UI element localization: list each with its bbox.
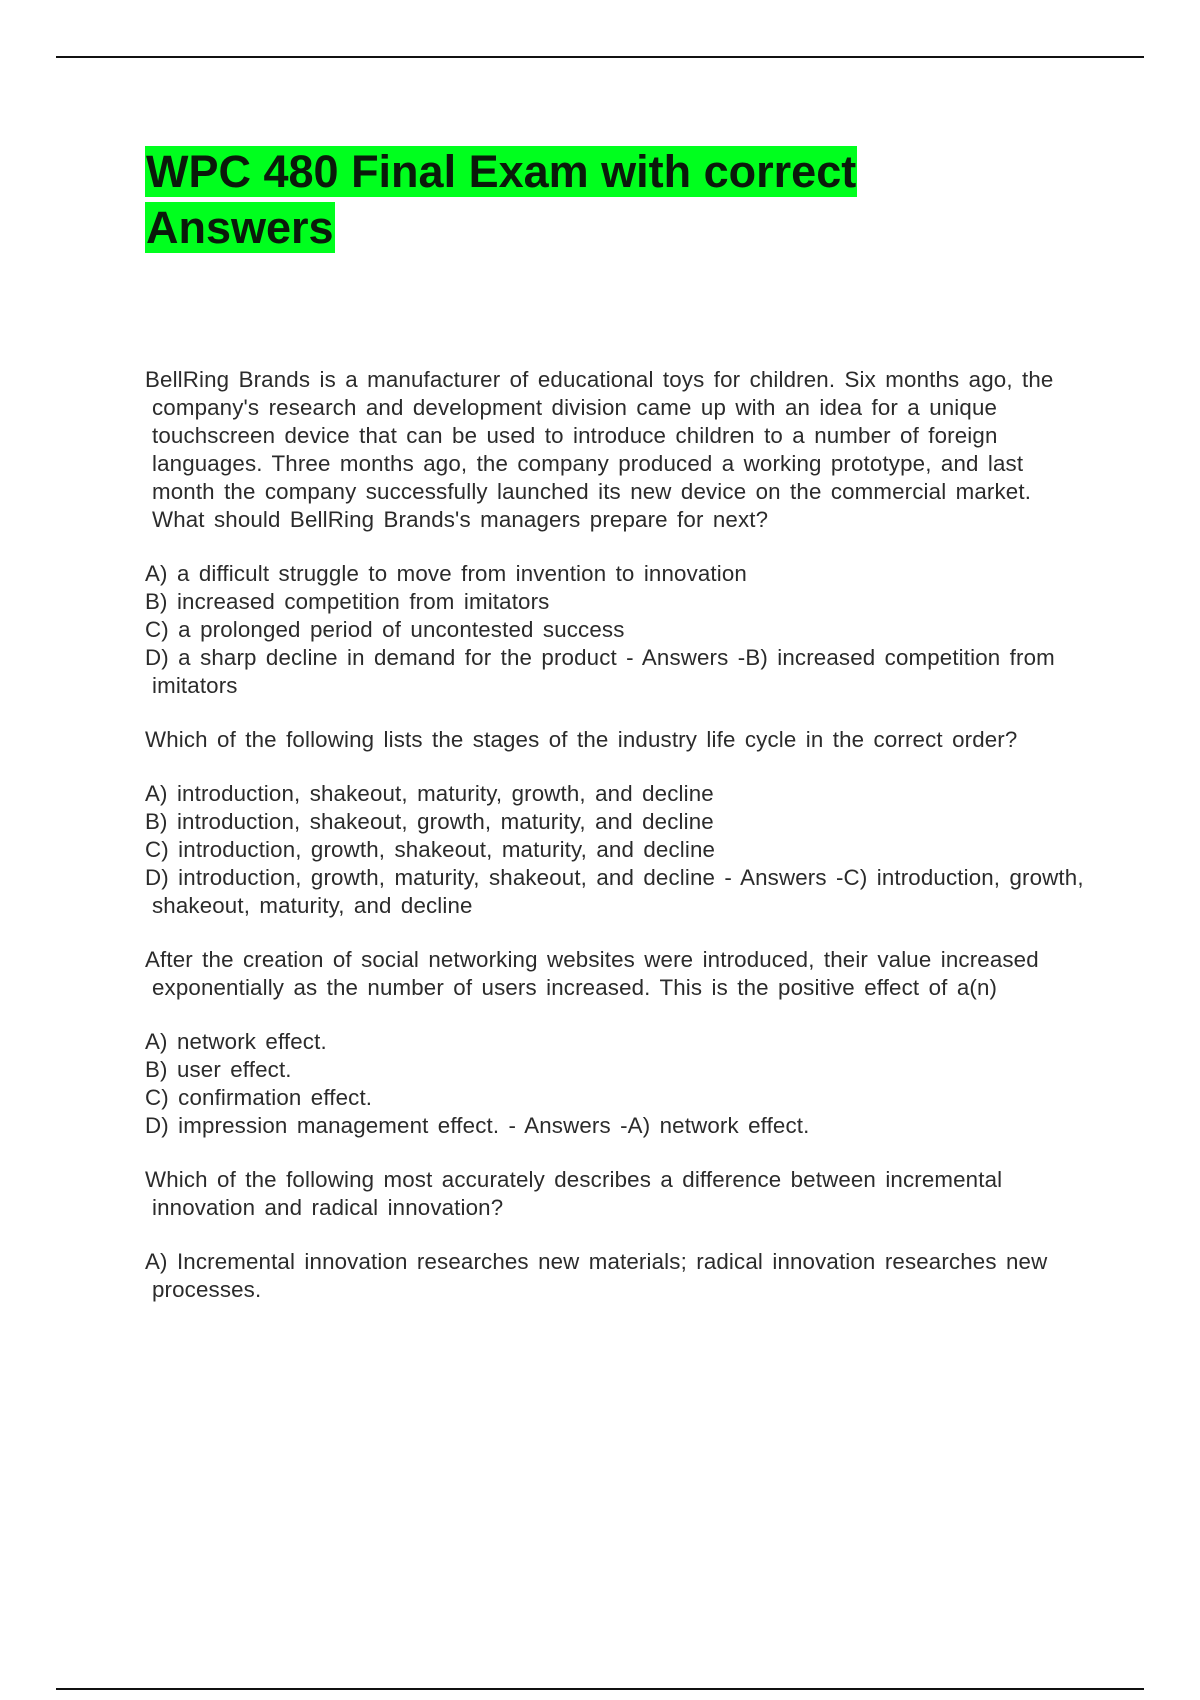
question-text: Which of the following lists the stages of the industry life cycle in the correct order?	[145, 727, 1018, 752]
question-text: Which of the following most accurately describes a difference between incremental innovation and radical innovation?	[145, 1167, 1003, 1220]
option-b: B) introduction, shakeout, growth, maturity, and decline	[145, 809, 714, 834]
option-d-with-answer: D) introduction, growth, maturity, shakeout, and decline - Answers -C) introduction, growth, shakeout, maturity, and decline	[145, 865, 1084, 918]
footer-rule	[56, 1688, 1144, 1690]
option-d-with-answer: D) a sharp decline in demand for the product - Answers -B) increased competition from imitators	[145, 645, 1055, 698]
question-block-1	[145, 366, 1085, 534]
options-block-3	[145, 1028, 1085, 1140]
option-c: C) a prolonged period of uncontested success	[145, 617, 625, 642]
option-a: A) a difficult struggle to move from invention to innovation	[145, 561, 747, 586]
options-block-1	[145, 560, 1085, 700]
question-block-4	[145, 1166, 1085, 1222]
option-c: C) introduction, growth, shakeout, maturity, and decline	[145, 837, 716, 862]
question-text: BellRing Brands is a manufacturer of educational toys for children. Six months ago, the company's research and development division came up with an idea for a unique touchscreen device that can be used to introduce children to a number of foreign languages. Three months ago, the company produced a working prototype, and last month the company successfully launched its new device on the commercial market. What should BellRing Brands's managers prepare for next?	[145, 367, 1054, 532]
options-block-2	[145, 780, 1085, 920]
option-c: C) confirmation effect.	[145, 1085, 373, 1110]
document-body	[145, 366, 1085, 1330]
question-block-2	[145, 726, 1085, 754]
option-a: A) introduction, shakeout, maturity, growth, and decline	[145, 781, 714, 806]
header-rule	[56, 56, 1144, 58]
option-a: A) Incremental innovation researches new materials; radical innovation researches new processes.	[145, 1249, 1048, 1302]
option-b: B) increased competition from imitators	[145, 589, 550, 614]
question-block-3	[145, 946, 1085, 1002]
option-d-with-answer: D) impression management effect. - Answers -A) network effect.	[145, 1113, 810, 1138]
option-a: A) network effect.	[145, 1029, 327, 1054]
title-block	[145, 144, 925, 256]
question-text: After the creation of social networking websites were introduced, their value increased exponentially as the number of users increased. This is the positive effect of a(n)	[145, 947, 1039, 1000]
options-block-4	[145, 1248, 1085, 1304]
option-b: B) user effect.	[145, 1057, 292, 1082]
document-title: WPC 480 Final Exam with correct Answers	[146, 146, 857, 253]
